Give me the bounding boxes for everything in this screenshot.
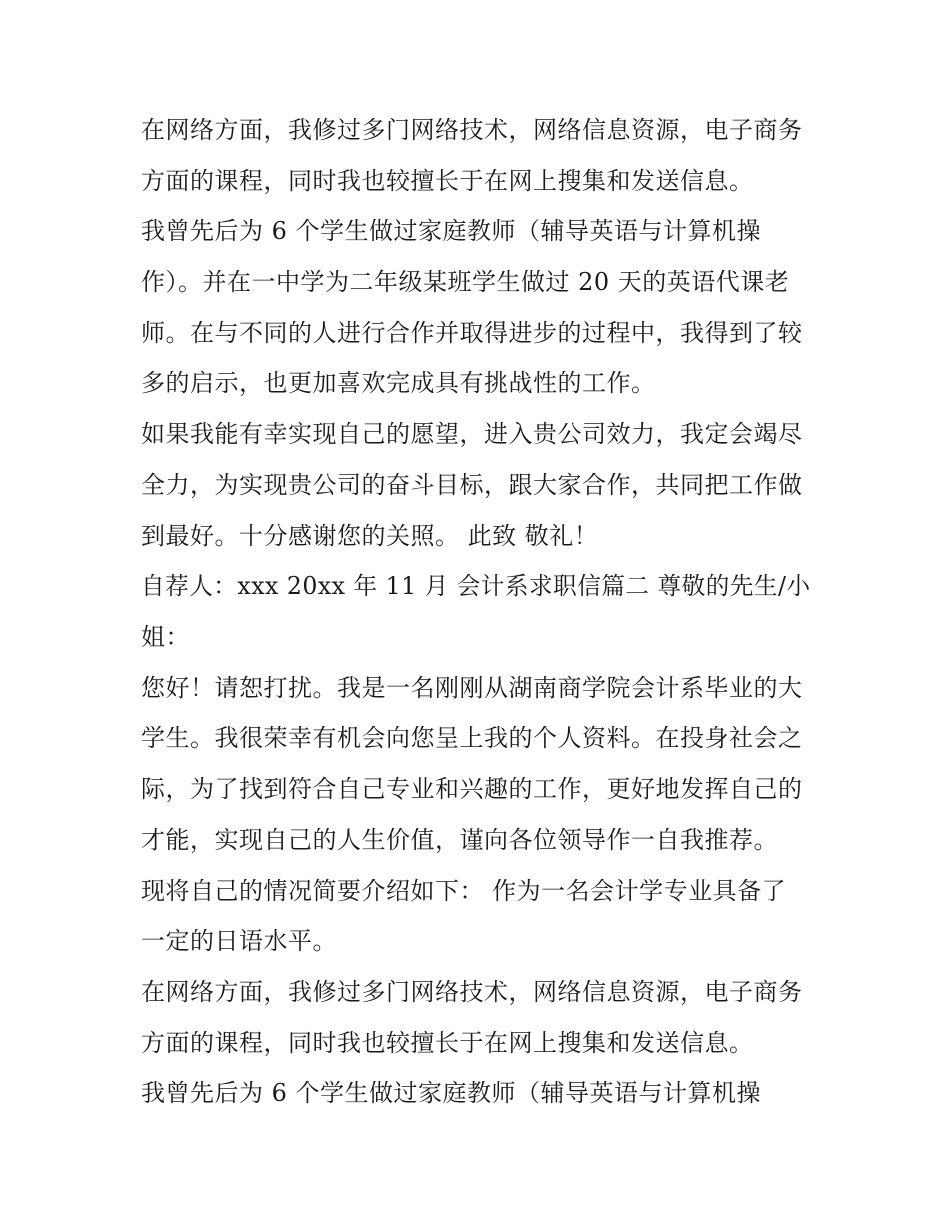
text-line: 学生。我很荣幸有机会向您呈上我的个人资料。在投身社会之 <box>141 724 803 752</box>
text-line: 在网络方面，我修过多门网络技术，网络信息资源，电子商务 <box>141 978 803 1006</box>
text-line: 才能，实现自己的人生价值，谨向各位领导作一自我推荐。 <box>141 826 778 854</box>
text-line: 我曾先后为 6 个学生做过家庭教师（辅导英语与计算机操 <box>141 1079 762 1107</box>
text-line: 自荐人：xxx 20xx 年 11 月 会计系求职信篇二 尊敬的先生/小 <box>141 572 811 600</box>
text-line: 方面的课程，同时我也较擅长于在网上搜集和发送信息。 <box>141 1029 754 1057</box>
text-line: 作）。并在一中学为二年级某班学生做过 20 天的英语代课老 <box>141 268 790 296</box>
text-line: 师。在与不同的人进行合作并取得进步的过程中，我得到了较 <box>141 319 803 347</box>
text-line: 全力，为实现贵公司的奋斗目标，跟大家合作，共同把工作做 <box>141 471 803 499</box>
text-line: 际，为了找到符合自己专业和兴趣的工作，更好地发挥自己的 <box>141 775 803 803</box>
text-line: 您好！请恕打扰。我是一名刚刚从湖南商学院会计系毕业的大 <box>141 674 803 702</box>
text-line: 姐： <box>141 623 190 651</box>
text-line: 在网络方面，我修过多门网络技术，网络信息资源，电子商务 <box>141 116 803 144</box>
text-line: 现将自己的情况简要介绍如下： 作为一名会计学专业具备了 <box>141 877 787 905</box>
text-line: 如果我能有幸实现自己的愿望，进入贵公司效力，我定会竭尽 <box>141 420 803 448</box>
text-line: 一定的日语水平。 <box>141 927 337 955</box>
text-line: 方面的课程，同时我也较擅长于在网上搜集和发送信息。 <box>141 167 754 195</box>
text-line: 到最好。十分感谢您的关照。 此致 敬礼！ <box>141 522 599 550</box>
text-line: 我曾先后为 6 个学生做过家庭教师（辅导英语与计算机操 <box>141 217 762 245</box>
text-line: 多的启示，也更加喜欢完成具有挑战性的工作。 <box>141 369 656 397</box>
